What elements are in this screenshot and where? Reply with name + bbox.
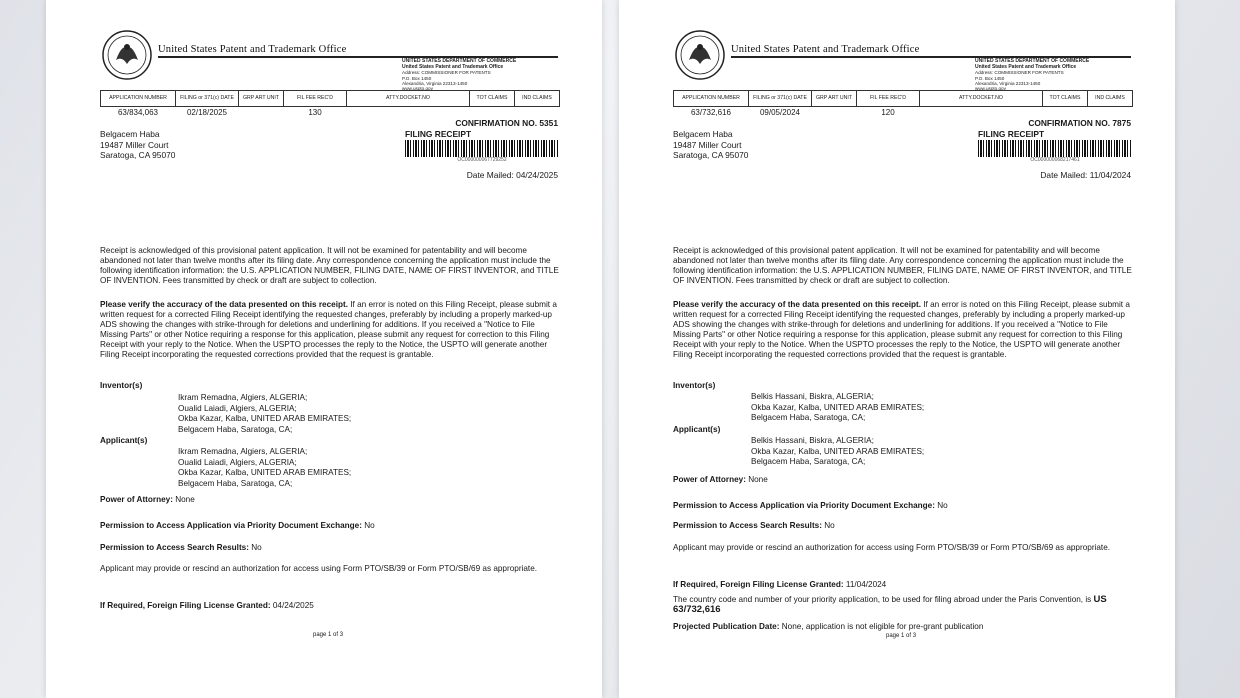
receipt-paragraph: Receipt is acknowledged of this provisional patent application. It will not be examined for patentability and will become abandoned not later than twelve months after its filing date. Any correspondence concerning the application must include the following identification information: the U.S. APPLICATION NUMBER, FILING DATE, NAME OF FIRST INVENTOR, and TITLE OF INVENTION. Fees transmitted by check or draft are subject to collection.	[673, 246, 1132, 285]
list-item: Okba Kazar, Kalba, UNITED ARAB EMIRATES;	[178, 414, 352, 423]
col-tot-claims: TOT CLAIMS	[470, 91, 515, 107]
list-item: Oualid Laiadi, Algiers, ALGERIA;	[178, 457, 297, 467]
list-item: Okba Kazar, Kalba, UNITED ARAB EMIRATES;	[751, 402, 925, 412]
list-item: Belkis Hassani, Biskra, ALGERIA;	[751, 436, 874, 445]
filing-receipt-page-right	[619, 0, 1175, 698]
list-item: Belgacem Haba, Saratoga, CA;	[751, 457, 866, 466]
filing-receipt-page-left	[46, 0, 602, 698]
applicants-list	[178, 447, 351, 489]
inventors-list	[178, 393, 351, 435]
inventors-label: Inventor(s)	[673, 381, 716, 390]
applicant-may-paragraph: Applicant may provide or rescind an authorization for access using Form PTO/SB/39 or Form PTO/SB/69 as appropriate.	[100, 564, 538, 573]
date-mailed: Date Mailed: 11/04/2024	[1040, 170, 1131, 180]
search-results-permission: Permission to Access Search Results: No	[673, 521, 835, 530]
col-filing-date: FILING or 371(c) DATE	[749, 91, 812, 107]
col-fee: FIL FEE REC'D	[857, 91, 920, 107]
col-application-number: APPLICATION NUMBER	[674, 91, 749, 107]
list-item: Oualid Laiadi, Algiers, ALGERIA;	[178, 403, 297, 413]
barcode-number: OC000000067729252	[457, 157, 507, 163]
inventors-label: Inventor(s)	[100, 381, 143, 390]
list-item: Okba Kazar, Kalba, UNITED ARAB EMIRATES;	[751, 446, 925, 456]
filing-receipt-title: FILING RECEIPT	[405, 129, 472, 139]
col-tot-claims: TOT CLAIMS	[1043, 91, 1088, 107]
col-ind-claims: IND CLAIMS	[515, 91, 560, 107]
uspto-seal-icon	[102, 30, 152, 80]
page-number: page 1 of 3	[313, 632, 344, 638]
filing-receipt-title: FILING RECEIPT	[978, 129, 1045, 139]
priority-number: US 63/732,616	[673, 594, 1107, 615]
page-number: page 1 of 3	[886, 633, 917, 639]
foreign-filing-license: If Required, Foreign Filing License Granted: 04/24/2025	[100, 601, 314, 610]
confirmation-number: CONFIRMATION NO. 5351	[455, 118, 558, 128]
application-info-table	[100, 90, 560, 118]
col-application-number: APPLICATION NUMBER	[101, 91, 176, 107]
mailing-address: Belgacem Haba 19487 Miller Court Saratoga, CA 95070	[100, 129, 176, 160]
list-item: Belgacem Haba, Saratoga, CA;	[751, 413, 866, 422]
table-row: 63/732,616 09/05/2024 120	[690, 108, 895, 117]
inventors-list	[751, 392, 924, 424]
priority-document-exchange: Permission to Access Application via Priority Document Exchange: No	[673, 501, 948, 510]
col-art-unit: GRP ART UNIT	[812, 91, 857, 107]
applicants-label: Applicant(s)	[100, 436, 148, 445]
power-of-attorney: Power of Attorney: None	[673, 475, 768, 484]
list-item: Ikram Remadna, Algiers, ALGERIA;	[178, 447, 308, 456]
col-docket: ATTY.DOCKET.NO	[920, 91, 1043, 107]
department-address: UNITED STATES DEPARTMENT OF COMMERCE United States Patent and Trademark Office Address: COMMISSIONER FOR PATENTS P.O. Box 1450 Alexandria, Virginia 22313-1450 www.uspto.gov	[402, 58, 517, 92]
list-item: Okba Kazar, Kalba, UNITED ARAB EMIRATES;	[178, 468, 352, 477]
list-item: Belkis Hassani, Biskra, ALGERIA;	[751, 392, 874, 401]
uspto-seal-icon	[675, 30, 725, 80]
col-art-unit: GRP ART UNIT	[239, 91, 284, 107]
confirmation-number: CONFIRMATION NO. 7875	[1028, 118, 1131, 128]
col-docket: ATTY.DOCKET.NO	[347, 91, 470, 107]
office-title: United States Patent and Trademark Office	[731, 44, 920, 55]
power-of-attorney: Power of Attorney: None	[100, 495, 195, 504]
search-results-permission: Permission to Access Search Results: No	[100, 543, 262, 552]
date-mailed: Date Mailed: 04/24/2025	[466, 170, 558, 180]
projected-publication-date: Projected Publication Date: None, application is not eligible for pre-grant publication	[673, 622, 984, 631]
applicants-list	[751, 436, 924, 468]
department-address: UNITED STATES DEPARTMENT OF COMMERCE United States Patent and Trademark Office Address: COMMISSIONER FOR PATENTS P.O. Box 1450 Alexandria, Virginia 22313-1450 www.uspto.gov	[975, 58, 1090, 92]
barcode-number: OC000000068217461	[1030, 157, 1080, 163]
col-filing-date: FILING or 371(c) DATE	[176, 91, 239, 107]
applicant-may-paragraph: Applicant may provide or rescind an authorization for access using Form PTO/SB/39 or Form PTO/SB/69 as appropriate.	[673, 543, 1111, 552]
receipt-paragraph: Receipt is acknowledged of this provisional patent application. It will not be examined for patentability and will become abandoned not later than twelve months after its filing date. Any correspondence concerning the application must include the following identification information: the U.S. APPLICATION NUMBER, FILING DATE, NAME OF FIRST INVENTOR, and TITLE OF INVENTION. Fees transmitted by check or draft are subject to collection.	[100, 246, 559, 285]
table-row: 63/834,063 02/18/2025 130	[117, 108, 322, 117]
list-item: Belgacem Haba, Saratoga, CA;	[178, 424, 293, 434]
priority-application-note: The country code and number of your priority application, to be used for filing abroad under the Paris Convention, is US 63/732,616	[673, 594, 1107, 615]
barcode	[405, 140, 559, 157]
list-item: Belgacem Haba, Saratoga, CA;	[178, 478, 293, 488]
barcode	[978, 140, 1132, 157]
office-title: United States Patent and Trademark Office	[158, 44, 347, 55]
verify-paragraph: Please verify the accuracy of the data presented on this receipt. If an error is noted on this Filing Receipt, please submit a written request for a corrected Filing Receipt identifying the requested changes, preferably by including a properly marked-up ADS showing the changes with strike-through for deletions and underlining for additions. If you received a "Notice to File Missing Parts" or other Notice requiring a response for this application, please submit any request for correction to this Filing Receipt with your reply to the Notice. When the USPTO processes the reply to the Notice, the USPTO will generate another Filing Receipt incorporating the requested corrections provided that the request is grantable.	[673, 300, 1130, 359]
mailing-address: Belgacem Haba 19487 Miller Court Saratoga, CA 95070	[673, 129, 749, 160]
col-ind-claims: IND CLAIMS	[1088, 91, 1133, 107]
foreign-filing-license: If Required, Foreign Filing License Granted: 11/04/2024	[673, 580, 887, 589]
applicants-label: Applicant(s)	[673, 425, 721, 434]
verify-paragraph: Please verify the accuracy of the data presented on this receipt. If an error is noted on this Filing Receipt, please submit a written request for a corrected Filing Receipt identifying the requested changes, preferably by including a properly marked-up ADS showing the changes with strike-through for deletions and underlining for additions. If you received a "Notice to File Missing Parts" or other Notice requiring a response for this application, please submit any request for correction to this Filing Receipt with your reply to the Notice. When the USPTO processes the reply to the Notice, the USPTO will generate another Filing Receipt incorporating the requested corrections provided that the request is grantable.	[100, 300, 557, 359]
application-info-table	[673, 90, 1133, 118]
col-fee: FIL FEE REC'D	[284, 91, 347, 107]
list-item: Ikram Remadna, Algiers, ALGERIA;	[178, 393, 308, 402]
priority-document-exchange: Permission to Access Application via Priority Document Exchange: No	[100, 521, 375, 530]
